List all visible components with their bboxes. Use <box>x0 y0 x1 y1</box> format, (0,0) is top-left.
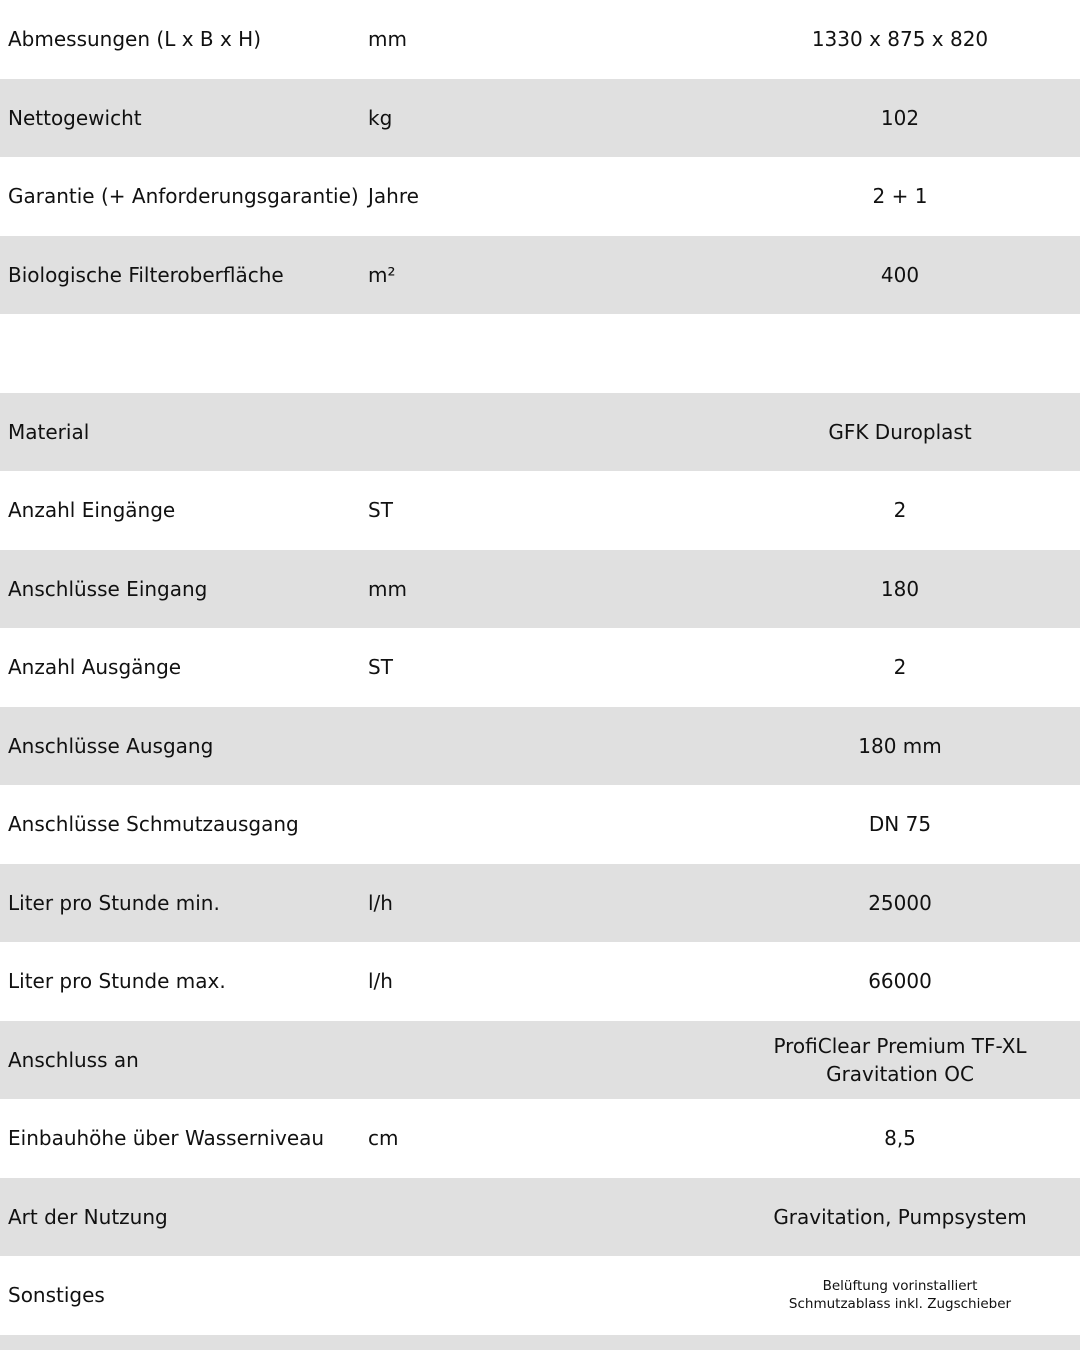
table-row <box>0 79 1080 158</box>
row-value-line: Gravitation OC <box>826 1061 974 1086</box>
table-row <box>0 471 1080 550</box>
row-label: Anzahl Eingänge <box>8 498 176 523</box>
row-value <box>720 1032 1080 1088</box>
row-label: Anzahl Ausgänge <box>8 655 182 680</box>
row-value <box>720 104 1080 132</box>
row-value-line: ProfiClear Premium TF-XL <box>773 1033 1027 1058</box>
row-value <box>720 1277 1080 1313</box>
row-value-line: 2 <box>893 498 907 523</box>
row-unit: ST <box>368 655 393 680</box>
row-unit: m² <box>368 262 396 287</box>
table-row <box>0 236 1080 315</box>
table-row <box>0 1099 1080 1178</box>
row-value <box>720 25 1080 53</box>
table-row <box>0 628 1080 707</box>
row-label: Art der Nutzung <box>8 1204 168 1229</box>
row-value <box>720 418 1080 446</box>
row-label: Garantie (+ Anforderungsgarantie) <box>8 184 359 209</box>
table-row <box>0 1256 1080 1335</box>
row-label: Anschlüsse Eingang <box>8 576 208 601</box>
row-unit: mm <box>368 27 407 52</box>
row-unit: mm <box>368 576 407 601</box>
table-row <box>0 1021 1080 1100</box>
row-value-line: 66000 <box>868 969 932 994</box>
row-label: Anschlüsse Schmutzausgang <box>8 812 299 837</box>
table-row <box>0 864 1080 943</box>
row-label: Material <box>8 419 90 444</box>
row-value-line: 1330 x 875 x 820 <box>811 27 989 52</box>
row-label: Anschluss an <box>8 1047 139 1072</box>
section-spacer <box>0 314 1080 393</box>
row-label: Nettogewicht <box>8 105 142 130</box>
row-value <box>720 261 1080 289</box>
row-value-line: Gravitation, Pumpsystem <box>773 1204 1027 1229</box>
row-value-line: GFK Duroplast <box>828 419 972 444</box>
row-value <box>720 889 1080 917</box>
table-row-partial <box>0 1335 1080 1350</box>
row-unit: kg <box>368 105 393 130</box>
table-row <box>0 0 1080 79</box>
row-label: Anschlüsse Ausgang <box>8 733 214 758</box>
row-unit: l/h <box>368 890 393 915</box>
table-row <box>0 550 1080 629</box>
table-row <box>0 393 1080 472</box>
row-value <box>720 1124 1080 1152</box>
table-row <box>0 785 1080 864</box>
table-row <box>0 942 1080 1021</box>
row-value <box>720 1203 1080 1231</box>
row-value <box>720 967 1080 995</box>
row-value <box>720 653 1080 681</box>
row-value-line: 180 mm <box>858 733 942 758</box>
table-row <box>0 707 1080 786</box>
table-row <box>0 1178 1080 1257</box>
row-value-line: 2 <box>893 655 907 680</box>
row-label: Abmessungen (L x B x H) <box>8 27 261 52</box>
row-unit: Jahre <box>368 184 419 209</box>
row-value <box>720 575 1080 603</box>
row-value-line: 180 <box>880 576 920 601</box>
row-label: Liter pro Stunde max. <box>8 969 226 994</box>
row-label: Biologische Filteroberfläche <box>8 262 284 287</box>
row-value <box>720 810 1080 838</box>
row-value-line: 102 <box>880 105 920 130</box>
row-value-line: 2 + 1 <box>872 184 928 209</box>
row-value <box>720 732 1080 760</box>
row-value <box>720 182 1080 210</box>
row-value-line: Belüftung vorinstalliert <box>822 1278 978 1295</box>
row-unit: ST <box>368 498 393 523</box>
row-value-line: DN 75 <box>868 812 932 837</box>
row-label: Sonstiges <box>8 1283 105 1308</box>
row-label: Einbauhöhe über Wasserniveau <box>8 1126 325 1151</box>
row-label: Liter pro Stunde min. <box>8 890 220 915</box>
row-value <box>720 496 1080 524</box>
row-value-line: Schmutzablass inkl. Zugschieber <box>788 1296 1012 1313</box>
row-value-line: 25000 <box>868 890 932 915</box>
row-unit: cm <box>368 1126 399 1151</box>
row-value-line: 8,5 <box>884 1126 916 1151</box>
row-value-line: 400 <box>880 262 920 287</box>
row-unit: l/h <box>368 969 393 994</box>
table-row <box>0 157 1080 236</box>
